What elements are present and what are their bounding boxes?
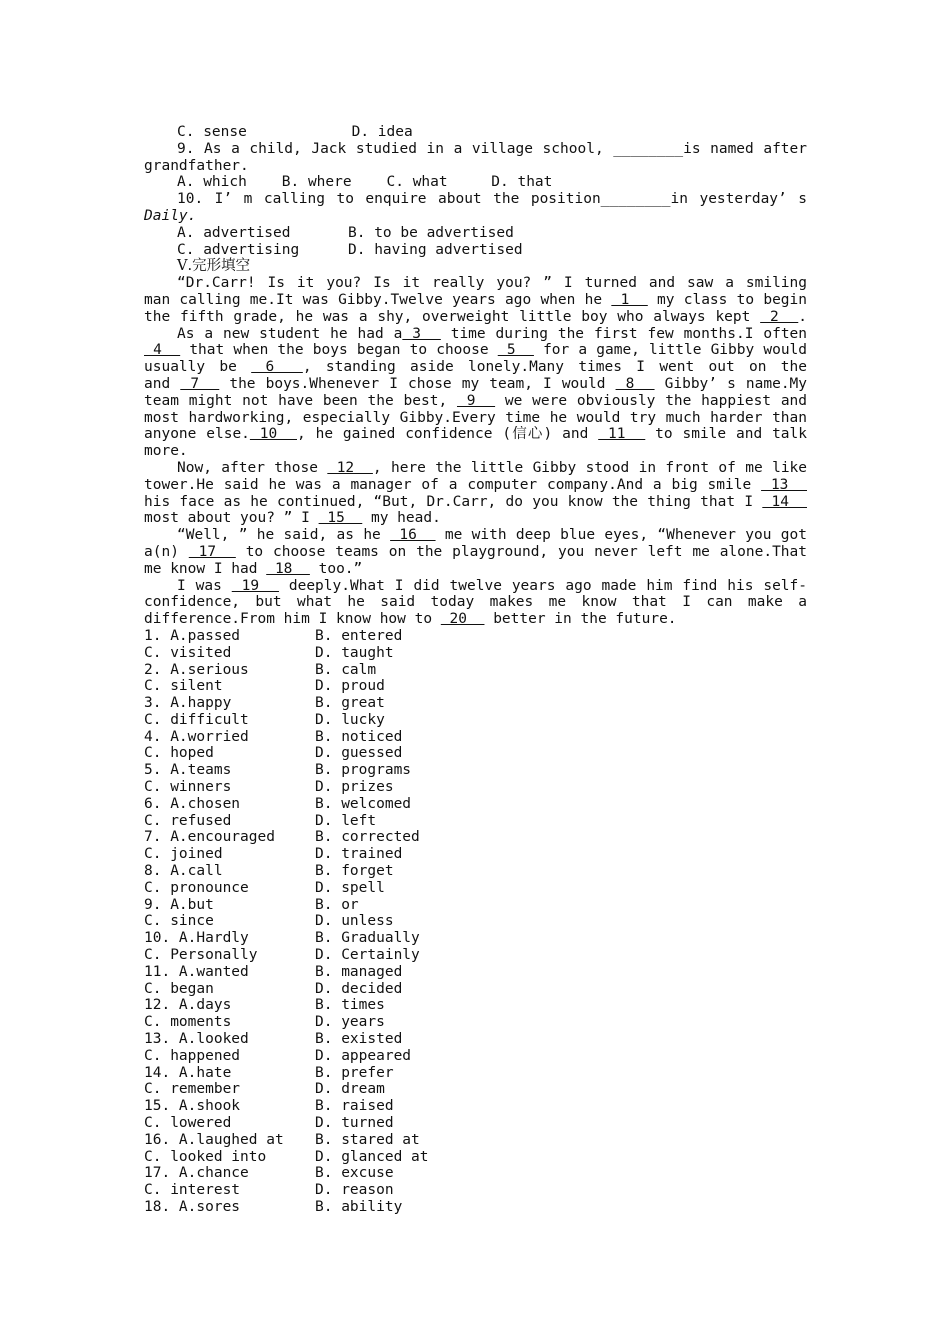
option-row: 13. A.looked B. existed	[144, 1031, 403, 1048]
option-row: C. lowered D. turned	[144, 1115, 394, 1132]
passage-line: most about you? ” I 15 my head.	[144, 510, 441, 527]
cloze-options	[144, 628, 807, 1216]
passage-line: I was 19 deeply.What I did twelve years ago made him find his self-	[177, 577, 807, 594]
option-row: 9. A.but B. or	[144, 896, 359, 913]
question-9-stem-cont: grandfather.	[144, 157, 249, 174]
prev-question-options	[144, 124, 807, 141]
blank: 19	[231, 577, 279, 594]
section-title: Ⅴ.完形填空	[177, 258, 251, 275]
option-row: C. happened D. appeared	[144, 1047, 412, 1064]
option-row: 15. A.shook B. raised	[144, 1098, 394, 1115]
blank: 9	[456, 392, 496, 409]
question-10-options-ab: A. advertised B. to be advertised	[177, 224, 514, 241]
option-row: 18. A.sores B. ability	[144, 1199, 403, 1215]
option-row: 17. A.chance B. excuse	[144, 1165, 394, 1182]
option-row: C. pronounce D. spell	[144, 879, 385, 896]
option-row: C. joined D. trained	[144, 846, 403, 863]
passage-line: tower.He said he was a manager of a computer company.And a big smile 13	[144, 476, 807, 493]
option-row: 7. A.encouraged B. corrected	[144, 829, 420, 846]
cloze-passage	[144, 275, 807, 628]
passage-line: “Dr.Carr! Is it you? Is it really you? ” I turned and saw a smiling	[177, 275, 807, 292]
question-10-stem-cont: Daily.	[144, 207, 197, 224]
blank: 17	[188, 543, 236, 560]
blank: 7	[180, 375, 220, 392]
blank: 1	[611, 291, 648, 308]
question-10-options-cd: C. advertising D. having advertised	[177, 241, 523, 258]
blank: 13	[761, 476, 807, 493]
blank: 12	[327, 459, 373, 476]
option-row: C. difficult D. lucky	[144, 711, 385, 728]
option-row: 3. A.happy B. great	[144, 695, 385, 712]
passage-line: “Well, ” he said, as he 16 me with deep blue eyes, “Whenever you got	[177, 527, 807, 544]
blank: 10	[249, 426, 297, 443]
option-row: 2. A.serious B. calm	[144, 661, 377, 678]
option-row: C. hoped D. guessed	[144, 745, 403, 762]
option-row: C. looked into D. glanced at	[144, 1148, 429, 1165]
blank: 16	[390, 527, 436, 544]
passage-line: man calling me.It was Gibby.Twelve years ago when he 1 my class to begin	[144, 291, 807, 308]
blank: 4	[144, 342, 181, 359]
passage-line: Now, after those 12 , here the little Gibby stood in front of me like	[177, 459, 807, 476]
option-row: 11. A.wanted B. managed	[144, 963, 403, 980]
passage-line: a(n) 17 to choose teams on the playground, you never left me alone.That	[144, 543, 807, 560]
passage-line: his face as he continued, “But, Dr.Carr, do you know the thing that I 14	[144, 493, 807, 510]
passage-line: 4 that when the boys began to choose 5 for a game, little Gibby would	[144, 342, 807, 359]
option-row: 14. A.hate B. prefer	[144, 1064, 394, 1081]
blank: 11	[598, 426, 646, 443]
option-row: C. Personally D. Certainly	[144, 947, 420, 964]
option-d: D. idea	[351, 124, 413, 140]
passage-line: the fifth grade, he was a shy, overweight little boy who always kept 2 .	[144, 308, 807, 325]
passage-line: usually be 6 , standing aside lonely.Many times I went out on the	[144, 359, 807, 376]
blank: 18	[266, 560, 310, 577]
option-row: 10. A.Hardly B. Gradually	[144, 930, 420, 947]
option-row: 1. A.passed B. entered	[144, 627, 403, 644]
option-row: C. silent D. proud	[144, 678, 385, 695]
blank: 3	[402, 325, 441, 342]
passage-line: difference.From him I know how to 20 better in the future.	[144, 611, 677, 628]
option-row: 12. A.days B. times	[144, 997, 385, 1014]
blank: 2	[760, 308, 799, 325]
option-row: C. visited D. taught	[144, 644, 394, 661]
passage-line: most hardworking, especially Gibby.Every time he would try much harder than	[144, 409, 807, 426]
option-row: C. began D. decided	[144, 980, 403, 997]
option-row: C. winners D. prizes	[144, 779, 394, 796]
blank: 6	[251, 359, 303, 376]
option-row: 4. A.worried B. noticed	[144, 728, 403, 745]
option-c: C. sense	[177, 124, 247, 140]
blank: 14	[762, 493, 807, 510]
question-10-stem: 10. I’ m calling to enquire about the position________in yesterday’ s	[177, 191, 807, 208]
option-row: C. since D. unless	[144, 913, 394, 930]
blank: 20	[440, 611, 485, 628]
passage-line: anyone else. 10 , he gained confidence (信心) and 11 to smile and talk	[144, 426, 807, 443]
option-row: 6. A.chosen B. welcomed	[144, 795, 412, 812]
option-row: 16. A.laughed at B. stared at	[144, 1131, 420, 1148]
option-row: C. moments D. years	[144, 1014, 385, 1031]
option-row: C. remember D. dream	[144, 1081, 385, 1098]
document-page	[144, 124, 807, 1216]
option-row: C. interest D. reason	[144, 1182, 394, 1199]
passage-line: me know I had 18 too.”	[144, 560, 363, 577]
passage-line: confidence, but what he said today makes me know that I can make a	[144, 594, 807, 611]
question-9-stem: 9. As a child, Jack studied in a village school, ________is named after	[177, 140, 807, 157]
passage-line: team might not have been the best, 9 we were obviously the happiest and	[144, 392, 807, 409]
passage-line: and 7 the boys.Whenever I chose my team, I would 8 Gibby’ s name.My	[144, 375, 807, 392]
option-row: 5. A.teams B. programs	[144, 762, 412, 779]
passage-line: As a new student he had a 3 time during the first few months.I often	[177, 325, 807, 342]
blank: 15	[318, 510, 363, 527]
blank: 5	[497, 342, 534, 359]
option-row: 8. A.call B. forget	[144, 863, 394, 880]
blank: 8	[615, 375, 655, 392]
passage-line: more.	[144, 443, 188, 460]
question-9-options: A. which B. where C. what D. that	[177, 174, 553, 191]
option-row: C. refused D. left	[144, 812, 377, 829]
